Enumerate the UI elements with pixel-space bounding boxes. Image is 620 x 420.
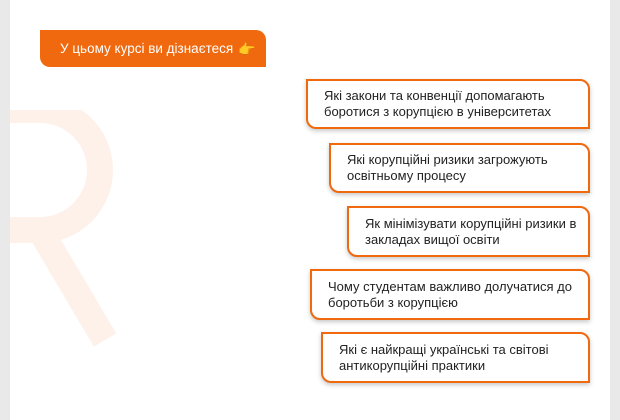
- logo-watermark: [10, 110, 120, 350]
- pointing-hand-icon: 👉: [238, 40, 256, 57]
- topic-card: [329, 143, 590, 193]
- topic-card: [321, 332, 590, 383]
- topic-text: Які корупційні ризики загрожують освітньому процесу: [347, 152, 548, 183]
- topic-text: Як мінімізувати корупційні ризики в закладах вищої освіти: [365, 215, 577, 247]
- topic-text: Чому студентам важливо долучатися до боротьби з корупцією: [328, 278, 572, 310]
- topic-text: Які є найкращі українські та світові антикорупційні практики: [339, 341, 549, 373]
- topic-text: Які закони та конвенції допомагають боротися з корупцією в університетах: [324, 88, 552, 119]
- course-header-badge: [40, 30, 266, 67]
- topic-card: [347, 206, 590, 257]
- topic-card: [310, 269, 590, 320]
- topic-card: [306, 79, 590, 129]
- course-header-title: У цьому курсі ви дізнаєтеся: [60, 41, 234, 56]
- slide: [10, 0, 610, 420]
